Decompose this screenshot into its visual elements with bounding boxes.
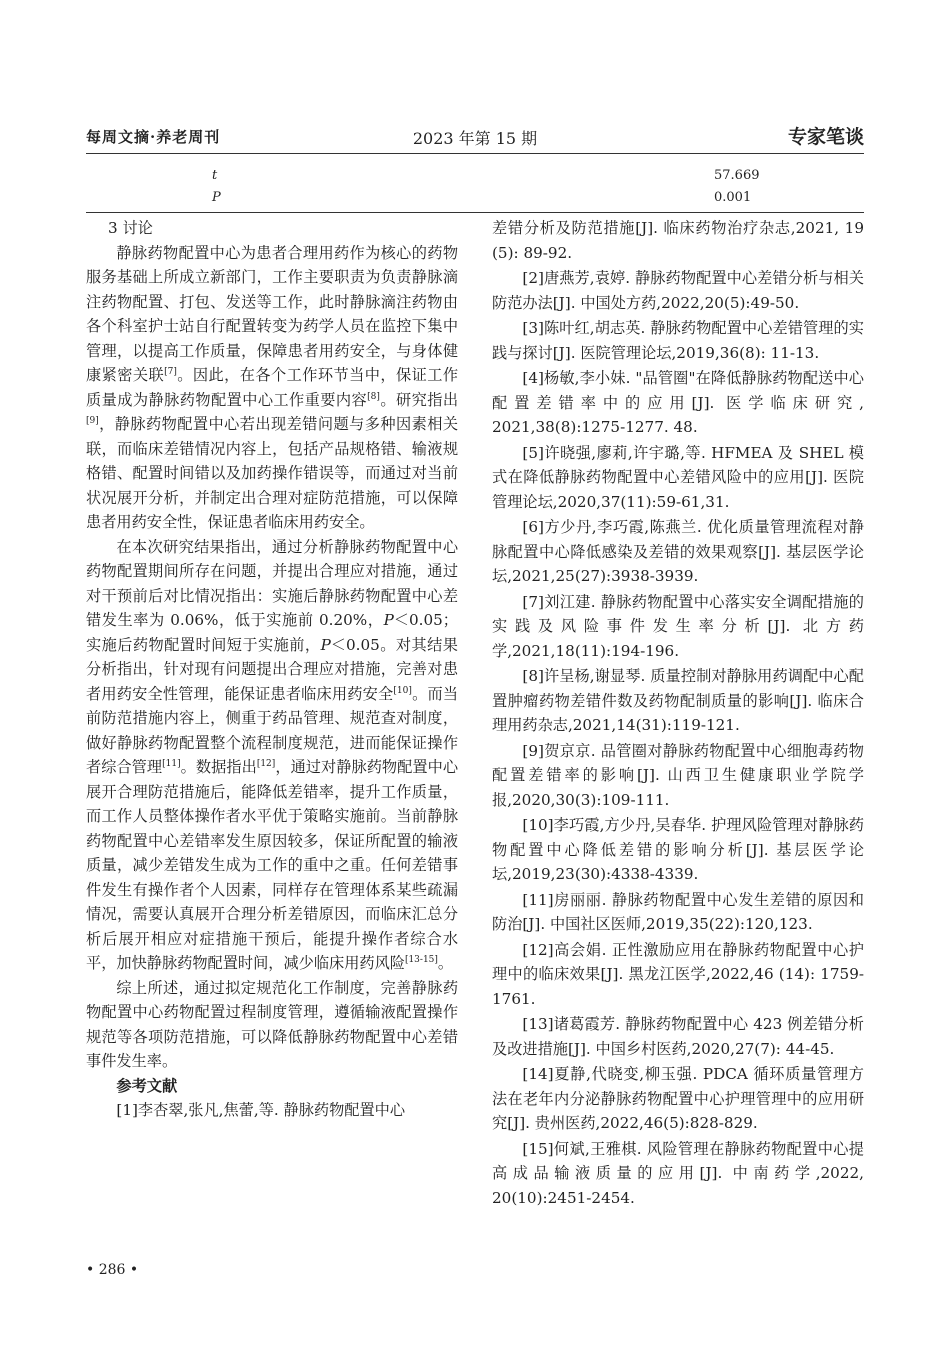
issue-label: 2023 年第 15 期 (412, 129, 538, 148)
reference-item: [11]房丽丽. 静脉药物配置中心发生差错的原因和防治[J]. 中国社区医师,2019,35(22):120,123. (492, 890, 864, 933)
stat-label: t (212, 168, 218, 183)
references-heading: 参考文献 (116, 1076, 178, 1095)
reference-item: [14]夏静,代晓变,柳玉强. PDCA 循环质量管理方法在老年内分泌静脉药物配置中心护理管理中的应用研究[J]. 贵州医药,2022,46(5):828-829. (492, 1065, 864, 1132)
reference-item: [12]高会娟. 正性激励应用在静脉药物配置中心护理中的临床效果[J]. 黑龙江医学,2022,46 (14): 1759-1761. (492, 940, 864, 1008)
page-header (86, 120, 864, 150)
reference-item: [3]陈叶红,胡志英. 静脉药物配置中心差错管理的实践与探讨[J]. 医院管理论坛,2019,36(8): 11-13. (492, 319, 864, 362)
reference-item: [9]贺京京. 品管圈对静脉药物配置中心细胞毒药物配置差错率的影响[J]. 山西卫生健康职业学院学报,2020,30(3):109-111. (492, 741, 864, 809)
left-column (86, 216, 458, 1124)
journal-name: 每周文摘·养老周刊 (86, 128, 221, 146)
reference-item: [15]何斌,王雅棋. 风险管理在静脉药物配置中心提高成品输液质量的应用[J]. 中南药学,2022, 20(10):2451-2454. (492, 1139, 864, 1207)
reference-item: [8]许呈杨,谢显琴. 质量控制对静脉用药调配中心配置肿瘤药物差错件数及药物配制质量的影响[J]. 临床合理用药杂志,2021,14(31):119-121. (492, 667, 864, 734)
reference-item: [6]方少丹,李巧霞,陈燕兰. 优化质量管理流程对静脉配置中心降低感染及差错的效果观察[J]. 基层医学论坛,2021,25(27):3938-3939. (492, 518, 864, 585)
stat-value: 57.669 (714, 168, 760, 183)
page-number: • 286 • (86, 1262, 139, 1278)
reference-item: [1]李杏翠,张凡,焦蕾,等. 静脉药物配置中心 (116, 1101, 406, 1119)
table-row (86, 190, 864, 212)
paragraph: 在本次研究结果指出，通过分析静脉药物配置中心药物配置期间所存在问题，并提出合理应对措施，通过对干预前后对比情况指出：实施后静脉药物配置中心差错发生率为 0.06%，低于实施前 0.20%，P＜0.05；实施后药物配置时间短于实施前，P＜0.05。对其结果分析指出，针对现有问题提出合理应对措施，完善对患者用药安全性管理，能保证患者临床用药安全[10]。而当前防范措施内容上，侧重于药品管理、规范查对制度，做好静脉药物配置整个流程制度规范，进而能保证操作者综合管理[11]。数据指出[12]，通过对静脉药物配置中心展开合理防范措施后，能降低差错率，提升工作质量，而工作人员整体操作者水平优于策略实施前。当前静脉药物配置中心差错率发生原因较多，保证所配置的输液质量，减少差错发生成为工作的重中之重。任何差错事件发生有操作者个人因素，同样存在管理体系某些疏漏情况，需要认真展开合理分析差错原因，而临床汇总分析后展开相应对症措施干预后，能提升操作者综合水平，加快静脉药物配置时间，减少临床用药风险[13-15]。 (86, 537, 459, 972)
header-rule (86, 153, 864, 154)
reference-item: [2]唐燕芳,袁婷. 静脉药物配置中心差错分析与相关防范办法[J]. 中国处方药,2022,20(5):49-50. (492, 269, 864, 312)
paragraph: 静脉药物配置中心为患者合理用药作为核心的药物服务基础上所成立新部门，工作主要职责为负责静脉滴注药物配置、打包、发送等工作，此时静脉滴注药物由各个科室护士站自行配置转变为药学人员在监控下集中管理，以提高工作质量，保障患者用药安全，与身体健康紧密关联[7]。因此，在各个工作环节当中，保证工作质量成为静脉药物配置中心工作重要内容[8]。研究指出[9]，静脉药物配置中心若出现差错问题与多种因素相关联，而临床差错情况内容上，包括产品规格错、输液规格错、配置时间错以及加药操作错误等，而通过对当前状况展开分析，并制定出合理对症防范措施，可以保障患者用药安全性，保证患者临床用药安全。 (86, 243, 459, 531)
section-label: 专家笔谈 (787, 126, 864, 148)
reference-item: [4]杨敏,李小妹. "品管圈"在降低静脉药物配送中心配置差错率中的应用[J]. 医学临床研究, 2021,38(8):1275-1277. 48. (492, 369, 864, 436)
reference-item: [5]许晓强,廖莉,许宇璐,等. HFMEA 及 SHEL 模式在降低静脉药物配置中心差错风险中的应用[J]. 医院管理论坛,2020,37(11):59-61,31. (492, 443, 864, 511)
reference-item: [10]李巧霞,方少丹,吴春华. 护理风险管理对静脉药物配置中心降低差错的影响分析[J]. 基层医学论坛,2019,23(30):4338-4339. (492, 816, 864, 883)
right-column (492, 216, 864, 1211)
table-bottom-rule (86, 212, 864, 213)
stat-label: P (212, 190, 221, 205)
paragraph: 综上所述，通过拟定规范化工作制度，完善静脉药物配置中心药物配置过程制度管理，遵循输液配置操作规范等各项防范措施，可以降低静脉药物配置中心差错事件发生率。 (86, 978, 458, 1070)
stat-value: 0.001 (714, 190, 752, 205)
reference-item: [13]诸葛霞芳. 静脉药物配置中心 423 例差错分析及改进措施[J]. 中国乡村医药,2020,27(7): 44-45. (492, 1015, 864, 1058)
table-row (86, 168, 864, 190)
section-heading: 3 讨论 (108, 219, 153, 237)
reference-item: [7]刘江建. 静脉药物配置中心落实安全调配措施的实践及风险事件发生率分析[J]. 北方药学,2021,18(11):194-196. (492, 592, 864, 660)
reference-item: 差错分析及防范措施[J]. 临床药物治疗杂志,2021, 19 (5): 89-92. (492, 219, 864, 262)
